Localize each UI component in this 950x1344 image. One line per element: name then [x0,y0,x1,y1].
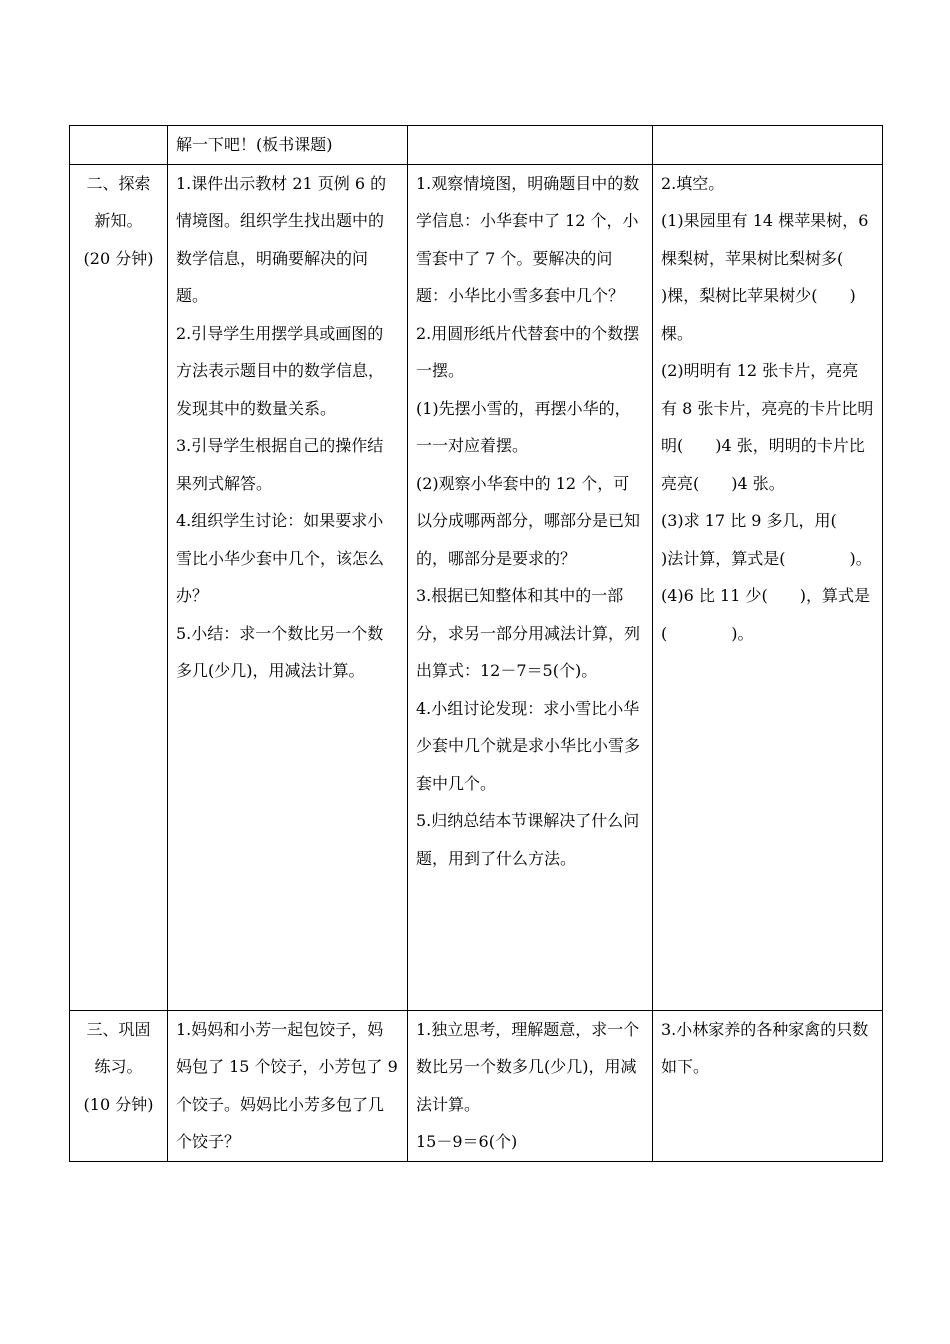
stage-cell [70,164,168,1010]
teacher-activity-text: 4.组织学生讨论：如果要求小雪比小华少套中几个，该怎么办？ [176,511,385,605]
stage-cell [70,126,168,165]
student-activity-text: (2)观察小华套中的 12 个，可以分成哪两部分，哪部分是已知的，哪部分是要求的？ [416,473,641,568]
stage-duration: (20 分钟) [83,248,154,268]
student-activity-text: 1.独立思考，理解题意，求一个数比另一个数多几(少几)，用减法计算。 [416,1019,640,1114]
stage-label: 二、探索 [86,173,151,193]
exercise-text: (1)果园里有 14 棵苹果树，6 棵梨树，苹果树比梨树多( )棵，梨树比苹果树少( )棵。 [661,211,876,343]
exercise-text: (4)6 比 11 少( )，算式是( )。 [661,586,870,643]
teacher-activity-cell [168,1010,408,1161]
teacher-activity-text: 1.妈妈和小芳一起包饺子，妈妈包了 15 个饺子，小芳包了 9 个饺子。妈妈比小芳多包了几个饺子？ [176,1019,398,1151]
teacher-activity-text: 解一下吧！(板书课题) [176,135,333,154]
student-activity-cell [408,164,653,1010]
teacher-activity-cell [168,164,408,1010]
table-row [70,1010,883,1161]
teacher-activity-cell [168,126,408,165]
student-activity-text: 5.归纳总结本节课解决了什么问题，用到了什么方法。 [416,811,640,868]
student-activity-text: 3.根据已知整体和其中的一部分，求另一部分用减法计算，列出算式：12－7＝5(个)。 [416,586,641,680]
exercise-text: 3.小林家养的各种家禽的只数如下。 [661,1019,869,1076]
stage-label: 新知。 [94,211,143,230]
lesson-plan-table [69,125,883,1162]
teacher-activity-text: 2.引导学生用摆学具或画图的方法表示题目中的数学信息，发现其中的数量关系。 [176,323,385,418]
student-activity-text: 2.用圆形纸片代替套中的个数摆一摆。 [416,323,640,380]
student-activity-cell [408,126,653,165]
stage-label: 练习。 [94,1057,143,1076]
exercise-cell [653,126,883,165]
exercise-text: 2.填空。 [661,173,725,193]
exercise-cell [653,1010,883,1161]
exercise-text: (3)求 17 比 9 多几，用( )法计算，算式是( )。 [661,511,872,568]
stage-label: 三、巩固 [86,1019,151,1039]
teacher-activity-text: 3.引导学生根据自己的操作结果列式解答。 [176,436,384,493]
exercise-cell [653,164,883,1010]
student-activity-text: (1)先摆小雪的，再摆小华的，一一对应着摆。 [416,398,631,455]
stage-duration: (10 分钟) [83,1094,154,1114]
student-activity-cell [408,1010,653,1161]
teacher-activity-text: 1.课件出示教材 21 页例 6 的情境图。组织学生找出题中的数学信息，明确要解决的问题。 [176,173,387,305]
student-activity-text: 15－9＝6(个) [416,1132,518,1151]
exercise-text: (2)明明有 12 张卡片，亮亮有 8 张卡片，亮亮的卡片比明明( )4 张，明明的卡片比亮亮( )4 张。 [661,361,874,493]
teacher-activity-text: 5.小结：求一个数比另一个数多几(少几)，用减法计算。 [176,623,384,680]
table-row [70,126,883,165]
stage-cell [70,1010,168,1161]
student-activity-text: 4.小组讨论发现：求小雪比小华少套中几个就是求小华比小雪多套中几个。 [416,698,641,793]
table-row [70,164,883,1010]
student-activity-text: 1.观察情境图，明确题目中的数学信息：小华套中了 12 个，小雪套中了 7 个。要解决的问题：小华比小雪多套中几个？ [416,173,640,305]
